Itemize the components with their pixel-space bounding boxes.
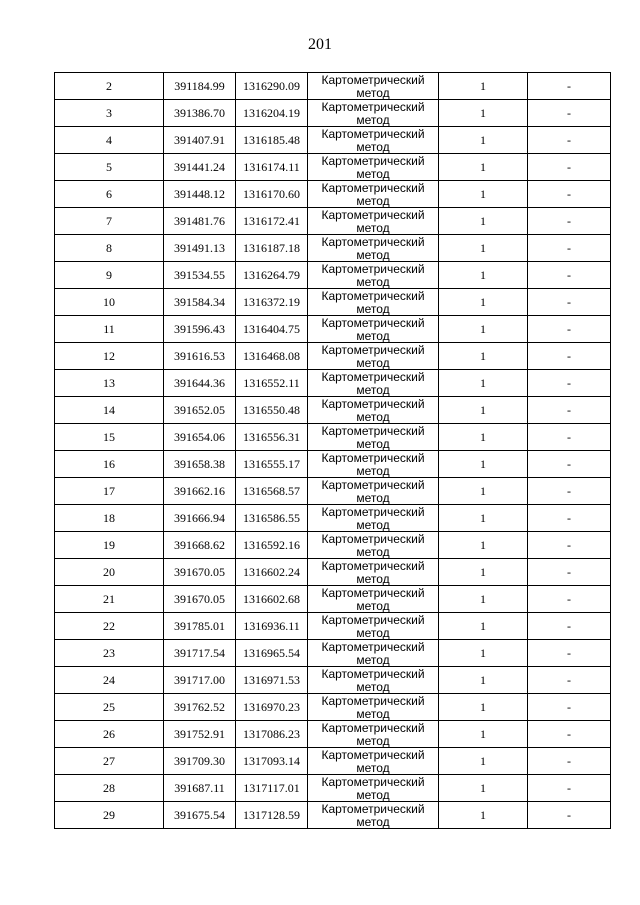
method-line-1: Картометрический: [321, 288, 425, 303]
dash-cell: -: [528, 343, 611, 370]
table-row: [55, 802, 611, 829]
method-line-2: метод: [356, 787, 390, 802]
table-row: [55, 586, 611, 613]
method-cell: [308, 721, 439, 748]
count-cell: 1: [439, 667, 528, 694]
table-row: [55, 289, 611, 316]
method-line-1: Картометрический: [321, 612, 425, 627]
page-number: 201: [308, 36, 332, 53]
table-row: [55, 505, 611, 532]
method-line-2: метод: [356, 301, 390, 316]
dash-cell: -: [528, 640, 611, 667]
point-number-cell: 27: [55, 748, 164, 775]
point-number-cell: 29: [55, 802, 164, 829]
x-coordinate-cell: 391717.54: [164, 640, 236, 667]
y-coordinate-cell: 1316592.16: [236, 532, 308, 559]
dash-cell: -: [528, 154, 611, 181]
count-cell: 1: [439, 289, 528, 316]
x-coordinate-cell: 391596.43: [164, 316, 236, 343]
count-cell: 1: [439, 694, 528, 721]
table-row: [55, 613, 611, 640]
count-cell: 1: [439, 721, 528, 748]
method-line-2: метод: [356, 598, 390, 613]
method-line-1: Картометрический: [321, 234, 425, 249]
method-line-2: метод: [356, 112, 390, 127]
method-cell: [308, 505, 439, 532]
point-number-cell: 22: [55, 613, 164, 640]
method-cell: [308, 532, 439, 559]
y-coordinate-cell: 1317128.59: [236, 802, 308, 829]
table-row: [55, 424, 611, 451]
y-coordinate-cell: 1316965.54: [236, 640, 308, 667]
x-coordinate-cell: 391644.36: [164, 370, 236, 397]
dash-cell: -: [528, 613, 611, 640]
method-cell: [308, 154, 439, 181]
table-row: [55, 640, 611, 667]
method-line-1: Картометрический: [321, 99, 425, 114]
method-line-1: Картометрический: [321, 720, 425, 735]
count-cell: 1: [439, 397, 528, 424]
table-row: [55, 208, 611, 235]
y-coordinate-cell: 1316264.79: [236, 262, 308, 289]
count-cell: 1: [439, 559, 528, 586]
point-number-cell: 8: [55, 235, 164, 262]
method-line-1: Картометрический: [321, 207, 425, 222]
point-number-cell: 23: [55, 640, 164, 667]
count-cell: 1: [439, 532, 528, 559]
point-number-cell: 3: [55, 100, 164, 127]
method-line-1: Картометрический: [321, 342, 425, 357]
point-number-cell: 2: [55, 73, 164, 100]
point-number-cell: 19: [55, 532, 164, 559]
method-line-1: Картометрический: [321, 801, 425, 816]
count-cell: 1: [439, 748, 528, 775]
y-coordinate-cell: 1316468.08: [236, 343, 308, 370]
method-line-1: Картометрический: [321, 477, 425, 492]
dash-cell: -: [528, 181, 611, 208]
method-cell: [308, 127, 439, 154]
y-coordinate-cell: 1316602.24: [236, 559, 308, 586]
table-row: [55, 127, 611, 154]
x-coordinate-cell: 391668.62: [164, 532, 236, 559]
x-coordinate-cell: 391670.05: [164, 586, 236, 613]
method-line-2: метод: [356, 166, 390, 181]
x-coordinate-cell: 391785.01: [164, 613, 236, 640]
count-cell: 1: [439, 262, 528, 289]
method-line-2: метод: [356, 706, 390, 721]
x-coordinate-cell: 391184.99: [164, 73, 236, 100]
method-cell: [308, 451, 439, 478]
table-row: [55, 775, 611, 802]
method-line-1: Картометрический: [321, 504, 425, 519]
method-cell: [308, 667, 439, 694]
dash-cell: -: [528, 667, 611, 694]
count-cell: 1: [439, 424, 528, 451]
table-row: [55, 154, 611, 181]
table-row: [55, 316, 611, 343]
method-cell: [308, 262, 439, 289]
x-coordinate-cell: 391616.53: [164, 343, 236, 370]
method-line-2: метод: [356, 490, 390, 505]
dash-cell: -: [528, 775, 611, 802]
table-row: [55, 532, 611, 559]
count-cell: 1: [439, 613, 528, 640]
x-coordinate-cell: 391675.54: [164, 802, 236, 829]
method-cell: [308, 397, 439, 424]
method-cell: [308, 613, 439, 640]
point-number-cell: 24: [55, 667, 164, 694]
y-coordinate-cell: 1316174.11: [236, 154, 308, 181]
table-row: [55, 559, 611, 586]
method-line-1: Картометрический: [321, 126, 425, 141]
y-coordinate-cell: 1316555.17: [236, 451, 308, 478]
dash-cell: -: [528, 424, 611, 451]
dash-cell: -: [528, 748, 611, 775]
method-line-2: метод: [356, 355, 390, 370]
point-number-cell: 28: [55, 775, 164, 802]
method-cell: [308, 289, 439, 316]
table-row: [55, 748, 611, 775]
count-cell: 1: [439, 316, 528, 343]
y-coordinate-cell: 1317093.14: [236, 748, 308, 775]
table-row: [55, 181, 611, 208]
method-line-1: Картометрический: [321, 774, 425, 789]
y-coordinate-cell: 1316170.60: [236, 181, 308, 208]
x-coordinate-cell: 391534.55: [164, 262, 236, 289]
dash-cell: -: [528, 370, 611, 397]
count-cell: 1: [439, 802, 528, 829]
count-cell: 1: [439, 127, 528, 154]
method-line-2: метод: [356, 85, 390, 100]
point-number-cell: 13: [55, 370, 164, 397]
point-number-cell: 16: [55, 451, 164, 478]
dash-cell: -: [528, 694, 611, 721]
method-line-1: Картометрический: [321, 666, 425, 681]
point-number-cell: 21: [55, 586, 164, 613]
method-cell: [308, 181, 439, 208]
table-row: [55, 343, 611, 370]
dash-cell: -: [528, 478, 611, 505]
dash-cell: -: [528, 208, 611, 235]
method-line-1: Картометрический: [321, 153, 425, 168]
y-coordinate-cell: 1316372.19: [236, 289, 308, 316]
point-number-cell: 17: [55, 478, 164, 505]
method-line-2: метод: [356, 814, 390, 829]
method-line-2: метод: [356, 382, 390, 397]
point-number-cell: 11: [55, 316, 164, 343]
x-coordinate-cell: 391666.94: [164, 505, 236, 532]
x-coordinate-cell: 391654.06: [164, 424, 236, 451]
method-cell: [308, 802, 439, 829]
method-line-2: метод: [356, 220, 390, 235]
method-line-1: Картометрический: [321, 180, 425, 195]
dash-cell: -: [528, 802, 611, 829]
dash-cell: -: [528, 559, 611, 586]
table-row: [55, 721, 611, 748]
method-line-1: Картометрический: [321, 747, 425, 762]
x-coordinate-cell: 391491.13: [164, 235, 236, 262]
method-line-2: метод: [356, 625, 390, 640]
count-cell: 1: [439, 586, 528, 613]
dash-cell: -: [528, 316, 611, 343]
table-row: [55, 397, 611, 424]
table-row: [55, 262, 611, 289]
dash-cell: -: [528, 451, 611, 478]
method-line-2: метод: [356, 328, 390, 343]
method-cell: [308, 640, 439, 667]
method-cell: [308, 694, 439, 721]
count-cell: 1: [439, 181, 528, 208]
x-coordinate-cell: 391441.24: [164, 154, 236, 181]
method-line-1: Картометрический: [321, 639, 425, 654]
dash-cell: -: [528, 289, 611, 316]
x-coordinate-cell: 391662.16: [164, 478, 236, 505]
y-coordinate-cell: 1316586.55: [236, 505, 308, 532]
point-number-cell: 4: [55, 127, 164, 154]
count-cell: 1: [439, 505, 528, 532]
method-line-2: метод: [356, 436, 390, 451]
y-coordinate-cell: 1316404.75: [236, 316, 308, 343]
method-cell: [308, 343, 439, 370]
method-cell: [308, 316, 439, 343]
count-cell: 1: [439, 370, 528, 397]
x-coordinate-cell: 391670.05: [164, 559, 236, 586]
y-coordinate-cell: 1316602.68: [236, 586, 308, 613]
method-cell: [308, 748, 439, 775]
method-cell: [308, 775, 439, 802]
method-line-1: Картометрический: [321, 423, 425, 438]
method-cell: [308, 370, 439, 397]
method-line-2: метод: [356, 247, 390, 262]
method-line-2: метод: [356, 193, 390, 208]
y-coordinate-cell: 1317086.23: [236, 721, 308, 748]
method-line-1: Картометрический: [321, 693, 425, 708]
count-cell: 1: [439, 775, 528, 802]
y-coordinate-cell: 1317117.01: [236, 775, 308, 802]
y-coordinate-cell: 1316172.41: [236, 208, 308, 235]
method-line-2: метод: [356, 274, 390, 289]
count-cell: 1: [439, 208, 528, 235]
y-coordinate-cell: 1316290.09: [236, 73, 308, 100]
y-coordinate-cell: 1316970.23: [236, 694, 308, 721]
y-coordinate-cell: 1316552.11: [236, 370, 308, 397]
dash-cell: -: [528, 721, 611, 748]
count-cell: 1: [439, 478, 528, 505]
x-coordinate-cell: 391407.91: [164, 127, 236, 154]
method-line-1: Картометрический: [321, 450, 425, 465]
point-number-cell: 15: [55, 424, 164, 451]
method-line-2: метод: [356, 544, 390, 559]
method-line-1: Картометрический: [321, 558, 425, 573]
method-line-1: Картометрический: [321, 396, 425, 411]
dash-cell: -: [528, 586, 611, 613]
count-cell: 1: [439, 451, 528, 478]
method-line-2: метод: [356, 733, 390, 748]
count-cell: 1: [439, 640, 528, 667]
point-number-cell: 25: [55, 694, 164, 721]
y-coordinate-cell: 1316185.48: [236, 127, 308, 154]
method-line-2: метод: [356, 652, 390, 667]
method-line-2: метод: [356, 517, 390, 532]
method-cell: [308, 73, 439, 100]
y-coordinate-cell: 1316556.31: [236, 424, 308, 451]
count-cell: 1: [439, 343, 528, 370]
count-cell: 1: [439, 235, 528, 262]
coordinates-table: [54, 72, 611, 829]
dash-cell: -: [528, 532, 611, 559]
x-coordinate-cell: 391658.38: [164, 451, 236, 478]
y-coordinate-cell: 1316971.53: [236, 667, 308, 694]
dash-cell: -: [528, 73, 611, 100]
method-line-2: метод: [356, 571, 390, 586]
y-coordinate-cell: 1316550.48: [236, 397, 308, 424]
method-cell: [308, 559, 439, 586]
point-number-cell: 10: [55, 289, 164, 316]
method-cell: [308, 100, 439, 127]
point-number-cell: 12: [55, 343, 164, 370]
method-line-2: метод: [356, 409, 390, 424]
method-line-2: метод: [356, 139, 390, 154]
y-coordinate-cell: 1316936.11: [236, 613, 308, 640]
point-number-cell: 26: [55, 721, 164, 748]
method-cell: [308, 478, 439, 505]
table-row: [55, 694, 611, 721]
table-row: [55, 478, 611, 505]
table-row: [55, 667, 611, 694]
point-number-cell: 20: [55, 559, 164, 586]
method-cell: [308, 208, 439, 235]
dash-cell: -: [528, 127, 611, 154]
method-line-2: метод: [356, 463, 390, 478]
y-coordinate-cell: 1316187.18: [236, 235, 308, 262]
method-cell: [308, 235, 439, 262]
x-coordinate-cell: 391717.00: [164, 667, 236, 694]
x-coordinate-cell: 391709.30: [164, 748, 236, 775]
dash-cell: -: [528, 262, 611, 289]
method-line-1: Картометрический: [321, 72, 425, 87]
x-coordinate-cell: 391687.11: [164, 775, 236, 802]
x-coordinate-cell: 391584.34: [164, 289, 236, 316]
method-line-2: метод: [356, 679, 390, 694]
dash-cell: -: [528, 100, 611, 127]
point-number-cell: 5: [55, 154, 164, 181]
table-row: [55, 235, 611, 262]
dash-cell: -: [528, 235, 611, 262]
method-line-1: Картометрический: [321, 369, 425, 384]
method-line-1: Картометрический: [321, 531, 425, 546]
x-coordinate-cell: 391752.91: [164, 721, 236, 748]
x-coordinate-cell: 391448.12: [164, 181, 236, 208]
y-coordinate-cell: 1316568.57: [236, 478, 308, 505]
point-number-cell: 6: [55, 181, 164, 208]
count-cell: 1: [439, 100, 528, 127]
method-line-2: метод: [356, 760, 390, 775]
point-number-cell: 18: [55, 505, 164, 532]
dash-cell: -: [528, 397, 611, 424]
table-row: [55, 73, 611, 100]
x-coordinate-cell: 391762.52: [164, 694, 236, 721]
method-cell: [308, 586, 439, 613]
x-coordinate-cell: 391386.70: [164, 100, 236, 127]
table-row: [55, 100, 611, 127]
table-row: [55, 451, 611, 478]
point-number-cell: 9: [55, 262, 164, 289]
table-row: [55, 370, 611, 397]
method-line-1: Картометрический: [321, 261, 425, 276]
count-cell: 1: [439, 154, 528, 181]
method-cell: [308, 424, 439, 451]
x-coordinate-cell: 391652.05: [164, 397, 236, 424]
point-number-cell: 14: [55, 397, 164, 424]
count-cell: 1: [439, 73, 528, 100]
x-coordinate-cell: 391481.76: [164, 208, 236, 235]
method-line-1: Картометрический: [321, 315, 425, 330]
dash-cell: -: [528, 505, 611, 532]
point-number-cell: 7: [55, 208, 164, 235]
y-coordinate-cell: 1316204.19: [236, 100, 308, 127]
method-line-1: Картометрический: [321, 585, 425, 600]
